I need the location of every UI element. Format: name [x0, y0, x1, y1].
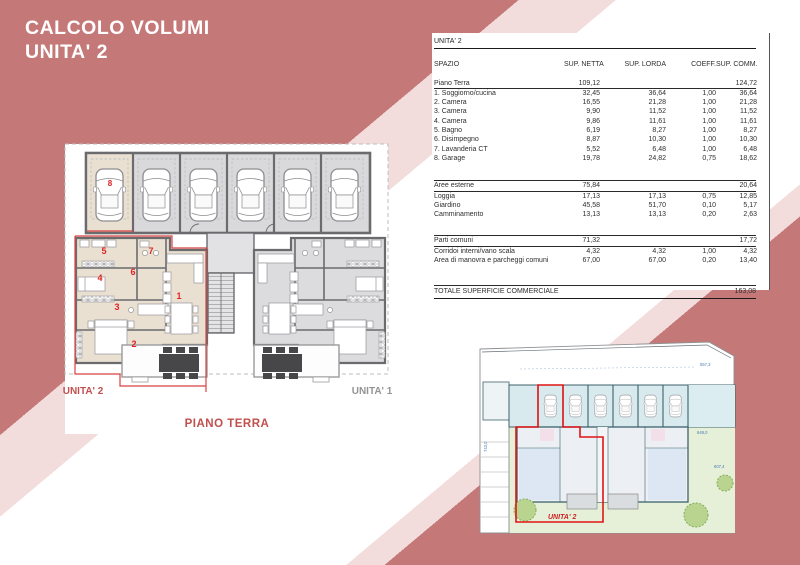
site-garage-band: [509, 385, 735, 427]
group-comm: 17,72: [739, 237, 757, 245]
cell-name: 3. Camera: [434, 108, 467, 116]
cell-netta: 32,45: [582, 89, 600, 97]
car-icon: [187, 169, 219, 221]
cell-comm: 13,40: [739, 257, 757, 265]
car-icon: [619, 395, 633, 417]
group-netta: 109,12: [578, 79, 600, 87]
cell-coeff: 0,10: [702, 201, 716, 209]
cell-coeff: 1,00: [702, 145, 716, 153]
area-table: [432, 33, 770, 296]
title-line1: CALCOLO VOLUMI: [25, 17, 210, 39]
cell-lorda: 67,00: [648, 257, 666, 265]
col-sup-lorda: SUP. LORDA: [624, 61, 666, 69]
cell-netta: 67,00: [582, 257, 600, 265]
cell-name: 4. Camera: [434, 117, 467, 125]
cell-netta: 17,13: [582, 192, 600, 200]
cell-coeff: 1,00: [702, 99, 716, 107]
car-icon: [669, 395, 683, 417]
cell-comm: 18,62: [739, 154, 757, 162]
site-plan: [480, 342, 735, 533]
table-title: UNITA' 2: [434, 37, 756, 49]
cell-comm: 12,85: [739, 192, 757, 200]
col-sup-comm: SUP. COMM.: [716, 61, 758, 69]
cell-lorda: 21,28: [648, 99, 666, 107]
cell-comm: 8,27: [743, 127, 757, 135]
cell-name: 7. Lavanderia CT: [434, 145, 488, 153]
cell-name: 8. Garage: [434, 154, 466, 162]
cell-name: 5. Bagno: [434, 127, 463, 135]
floor-plan: [63, 144, 393, 434]
table-header-row: [434, 60, 756, 69]
group-coeff: [666, 181, 716, 190]
table-row: [434, 201, 756, 210]
cell-netta: 6,19: [586, 127, 600, 135]
group-parti-comuni: [434, 235, 756, 265]
group-name: Aree esterne: [434, 182, 475, 190]
cell-lorda: 24,82: [648, 154, 666, 162]
unit1-apartment: [254, 238, 385, 382]
cell-coeff: 1,00: [702, 117, 716, 125]
group-comm: 124,72: [735, 79, 757, 87]
car-icon: [328, 169, 360, 221]
group-lorda: [600, 181, 666, 190]
unit1-label: UNITA' 1: [351, 386, 393, 397]
cell-netta: 16,55: [582, 99, 600, 107]
group-piano-terra: [434, 79, 756, 164]
group-netta: 71,32: [582, 237, 600, 245]
cell-lorda: 10,30: [648, 136, 666, 144]
car-icon: [93, 169, 125, 221]
group-comm: 20,64: [739, 182, 757, 190]
dim-label: 607,4: [714, 464, 725, 469]
group-lorda: [600, 236, 666, 245]
group-header-row: [434, 180, 756, 191]
cell-name: 6. Disimpegno: [434, 136, 479, 144]
cell-lorda: 36,64: [648, 89, 666, 97]
cell-coeff: 1,00: [702, 247, 716, 255]
cell-lorda: 11,61: [649, 117, 666, 125]
cell-netta: 4,32: [586, 247, 600, 255]
cell-name: Giardino: [434, 201, 461, 209]
car-icon: [569, 395, 583, 417]
cell-netta: 8,87: [586, 136, 600, 144]
table-row: [434, 98, 756, 107]
table-row: [434, 154, 756, 163]
cell-coeff: 0,75: [702, 154, 716, 162]
cell-netta: 13,13: [582, 211, 600, 219]
group-rows: [434, 247, 756, 266]
cell-lorda: 51,70: [648, 201, 666, 209]
title-line2: UNITA' 2: [25, 41, 109, 63]
table-row: [434, 126, 756, 135]
table-total-row: [434, 285, 756, 298]
unit2-label: UNITA' 2: [62, 386, 104, 397]
cell-lorda: 4,32: [652, 247, 666, 255]
group-netta: 75,84: [582, 182, 600, 190]
cell-comm: 11,52: [740, 108, 757, 116]
cell-netta: 9,90: [586, 108, 600, 116]
car-icon: [234, 169, 266, 221]
cell-netta: 45,58: [582, 201, 600, 209]
floor-label: PIANO TERRA: [184, 418, 270, 430]
table-row: [434, 117, 756, 126]
group-header-row: [434, 235, 756, 246]
group-lorda: [600, 79, 666, 88]
room-number-2: 2: [131, 339, 137, 349]
cell-comm: 2,63: [743, 211, 757, 219]
cell-lorda: 6,48: [652, 145, 666, 153]
cell-netta: 19,78: [582, 154, 600, 162]
table-row: [434, 145, 756, 154]
table-row: [434, 89, 756, 98]
car-icon: [594, 395, 608, 417]
cell-comm: 36,64: [739, 89, 757, 97]
cell-netta: 5,52: [586, 145, 600, 153]
car-icon: [644, 395, 658, 417]
cell-coeff: 0,75: [702, 192, 716, 200]
cell-lorda: 11,52: [649, 108, 666, 116]
group-header-row: [434, 79, 756, 89]
shared-entry: [207, 233, 254, 273]
cell-coeff: 0,20: [702, 211, 716, 219]
table-row: [434, 135, 756, 144]
room-number-7: 7: [148, 246, 154, 256]
cell-comm: 5,17: [743, 201, 757, 209]
cell-lorda: 17,13: [648, 192, 666, 200]
cell-name: Loggia: [434, 192, 456, 200]
table-row: [434, 210, 756, 219]
cell-coeff: 1,00: [702, 89, 716, 97]
total-label: TOTALE SUPERFICIE COMMERCIALE: [434, 288, 559, 296]
cell-netta: 9,86: [586, 117, 600, 125]
cell-comm: 10,30: [739, 136, 757, 144]
cell-name: 1. Soggiorno/cucina: [434, 89, 496, 97]
garage-block: [86, 153, 370, 233]
site-unit2-label: UNITA' 2: [548, 514, 577, 521]
table-row: [434, 107, 756, 116]
cell-coeff: 1,00: [702, 108, 716, 116]
cell-name: 2. Camera: [434, 99, 467, 107]
group-coeff: [666, 236, 716, 245]
dim-label: 557,3: [700, 362, 711, 367]
group-aree-esterne: [434, 180, 756, 219]
cell-comm: 11,61: [740, 117, 757, 125]
cell-comm: 21,28: [739, 99, 757, 107]
room-number-4: 4: [97, 273, 103, 283]
car-icon: [544, 395, 558, 417]
car-icon: [281, 169, 313, 221]
group-coeff: [666, 79, 716, 88]
total-value: 163,08: [734, 288, 756, 296]
table-row: [434, 247, 756, 256]
dim-label: 649,0: [697, 430, 708, 435]
cell-name: Camminamento: [434, 211, 484, 219]
cell-name: Area di manovra e parcheggi comuni: [434, 257, 549, 265]
group-rows: [434, 192, 756, 220]
group-name: Parti comuni: [434, 237, 473, 245]
table-row: [434, 256, 756, 265]
table-row: [434, 192, 756, 201]
cell-comm: 6,48: [743, 145, 757, 153]
unit2-apartment: [76, 238, 207, 382]
room-number-6: 6: [130, 267, 136, 277]
cell-coeff: 1,00: [702, 127, 716, 135]
room-number-3: 3: [114, 302, 120, 312]
room-number-5: 5: [101, 246, 107, 256]
group-name: Piano Terra: [434, 79, 470, 87]
room-number-8: 8: [107, 179, 113, 188]
room-number-1: 1: [176, 291, 182, 301]
cell-lorda: 13,13: [648, 211, 666, 219]
col-spazio: SPAZIO: [434, 61, 460, 69]
cell-coeff: 1,00: [702, 136, 716, 144]
cell-name: Corridoi interni/vano scala: [434, 247, 515, 255]
cell-coeff: 0,20: [702, 257, 716, 265]
car-icon: [140, 169, 172, 221]
col-sup-netta: SUP. NETTA: [564, 61, 604, 69]
cell-comm: 4,32: [743, 247, 757, 255]
group-rows: [434, 89, 756, 163]
cell-lorda: 8,27: [652, 127, 666, 135]
col-coeff: COEFF.: [691, 61, 716, 69]
dim-label: 743,0: [483, 441, 488, 452]
